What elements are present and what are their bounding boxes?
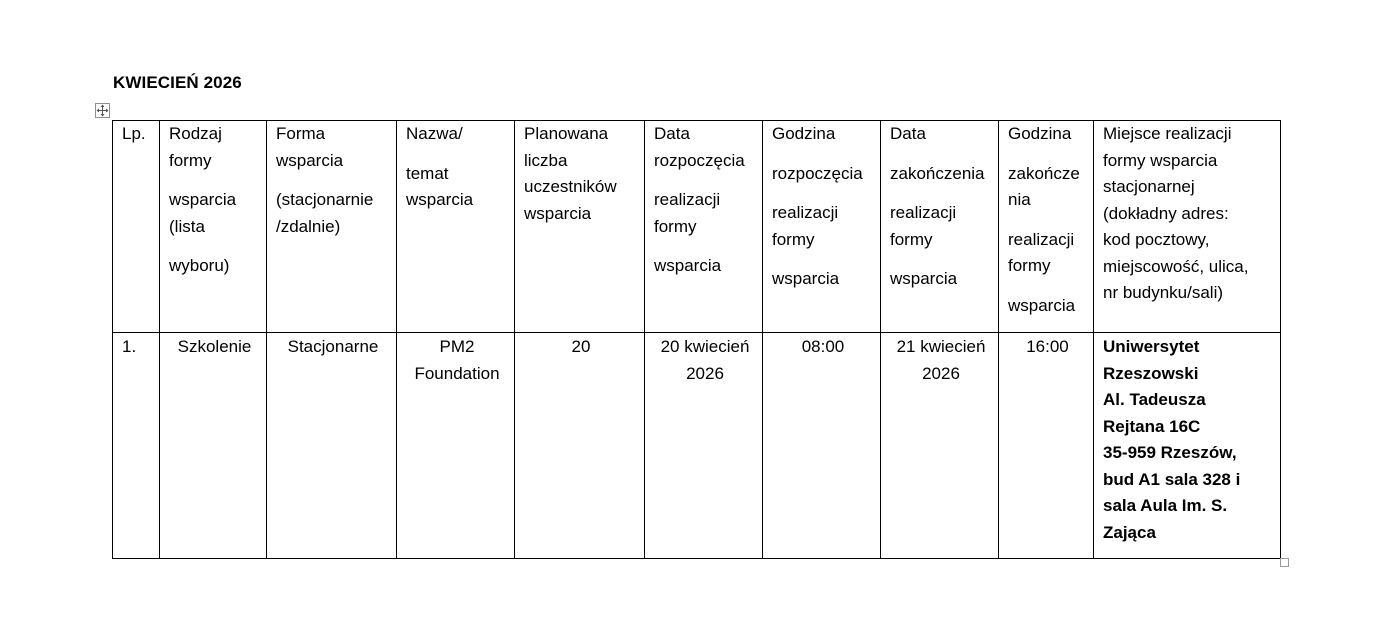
cell-godzina-end[interactable]	[999, 333, 1094, 559]
header-line: Nazwa/	[406, 124, 463, 143]
miejsce-line: Rejtana 16C	[1103, 416, 1201, 436]
header-cell-data-end[interactable]	[881, 121, 999, 333]
header-line: wsparcia	[772, 269, 840, 288]
header-cell-godzina-start[interactable]	[763, 121, 881, 333]
header-line: /zdalnie)	[276, 216, 341, 236]
header-line: realizacji	[772, 203, 839, 222]
header-cell-forma[interactable]	[267, 121, 397, 333]
cell-rodzaj[interactable]	[160, 333, 267, 559]
header-line: realizacji	[654, 190, 721, 209]
header-cell-liczba[interactable]	[515, 121, 645, 333]
header-line: Lp.	[122, 124, 146, 143]
header-line: zakończenia	[890, 163, 985, 183]
header-line: (dokładny adres:	[1103, 203, 1229, 223]
header-line: Miejsce realizacji	[1103, 124, 1232, 143]
cell-nazwa[interactable]	[397, 333, 515, 559]
miejsce-line: bud A1 sala 328 i	[1103, 469, 1241, 489]
liczba-value: 20	[571, 337, 591, 356]
cell-miejsce[interactable]	[1094, 333, 1281, 559]
paragraph-gap	[169, 174, 260, 187]
cell-godzina-start[interactable]	[763, 333, 881, 559]
data-end-line: 21 kwiecień	[896, 337, 986, 356]
header-line: nia	[1008, 190, 1031, 209]
paragraph-gap	[890, 253, 992, 266]
paragraph-gap	[654, 174, 756, 187]
header-line: wyboru)	[169, 256, 230, 275]
header-line: wsparcia	[276, 150, 344, 170]
header-cell-text	[397, 121, 514, 214]
header-line: zakończe	[1008, 163, 1080, 183]
header-line: nr budynku/sali)	[1103, 283, 1224, 302]
header-cell-text	[763, 121, 880, 293]
cell-forma[interactable]	[267, 333, 397, 559]
paragraph-gap	[890, 148, 992, 161]
header-line: realizacji	[890, 203, 957, 222]
header-cell-nazwa[interactable]	[397, 121, 515, 333]
header-line: (lista	[169, 216, 205, 236]
table-move-handle-icon[interactable]	[95, 103, 110, 118]
header-line: wsparcia	[406, 190, 474, 209]
header-cell-text	[160, 121, 266, 280]
cell-data-end[interactable]	[881, 333, 999, 559]
header-line: formy	[890, 229, 933, 249]
paragraph-gap	[654, 240, 756, 253]
godzina-end-value: 16:00	[1026, 337, 1069, 356]
header-cell-data-start[interactable]	[645, 121, 763, 333]
header-line: Godzina	[772, 124, 836, 143]
header-line: formy wsparcia	[1103, 150, 1218, 170]
paragraph-gap	[406, 148, 508, 161]
header-line: Data	[890, 124, 926, 143]
miejsce-line: Rzeszowski	[1103, 363, 1199, 383]
data-start-line: 2026	[686, 363, 724, 383]
paragraph-gap	[772, 253, 874, 266]
miejsce-line: Al. Tadeusza	[1103, 390, 1206, 409]
forma-value: Stacjonarne	[287, 337, 379, 356]
cell-liczba[interactable]	[515, 333, 645, 559]
header-line: Godzina	[1008, 124, 1072, 143]
document-heading: KWIECIEŃ 2026	[113, 73, 242, 92]
paragraph-gap	[1008, 214, 1087, 227]
paragraph-gap	[1008, 148, 1087, 161]
header-line: Planowana	[524, 124, 609, 143]
header-line: uczestników	[524, 177, 617, 196]
miejsce-line: sala Aula Im. S.	[1103, 496, 1228, 515]
header-line: wsparcia	[890, 269, 958, 288]
header-line: liczba	[524, 150, 568, 170]
schedule-table	[112, 120, 1281, 559]
nazwa-line: Foundation	[414, 363, 500, 383]
table-row	[113, 333, 1281, 559]
header-line: wsparcia	[654, 256, 722, 275]
header-cell-text	[645, 121, 762, 280]
header-line: realizacji	[1008, 229, 1075, 249]
header-cell-text	[1094, 121, 1280, 307]
header-line: wsparcia	[169, 190, 237, 209]
header-cell-text	[267, 121, 396, 240]
nazwa-line: PM2	[439, 337, 475, 356]
miejsce-line: Uniwersytet	[1103, 337, 1200, 356]
header-line: kod pocztowy,	[1103, 230, 1210, 249]
paragraph-gap	[169, 240, 260, 253]
cell-data-start[interactable]	[645, 333, 763, 559]
header-cell-lp[interactable]	[113, 121, 160, 333]
header-line: formy	[169, 150, 212, 170]
header-cell-godzina-end[interactable]	[999, 121, 1094, 333]
header-line: temat	[406, 163, 449, 183]
paragraph-gap	[1008, 280, 1087, 293]
miejsce-line: 35-959 Rzeszów,	[1103, 443, 1237, 462]
table-resize-handle-icon[interactable]	[1280, 558, 1289, 567]
header-line: rozpoczęcia	[772, 163, 863, 183]
header-line: stacjonarnej	[1103, 177, 1195, 196]
table-header-row	[113, 121, 1281, 333]
paragraph-gap	[890, 187, 992, 200]
header-line: (stacjonarnie	[276, 190, 374, 209]
header-line: Forma	[276, 124, 326, 143]
header-cell-text	[881, 121, 998, 293]
header-cell-text	[515, 121, 644, 227]
header-line: miejscowość, ulica,	[1103, 256, 1249, 276]
header-cell-miejsce[interactable]	[1094, 121, 1281, 333]
cell-lp[interactable]	[113, 333, 160, 559]
header-line: formy	[1008, 256, 1051, 275]
header-line: formy	[654, 216, 697, 236]
paragraph-gap	[772, 187, 874, 200]
data-start-line: 20 kwiecień	[660, 337, 750, 356]
header-line: Rodzaj	[169, 124, 222, 143]
data-end-line: 2026	[922, 363, 960, 383]
godzina-start-value: 08:00	[801, 337, 845, 356]
header-cell-rodzaj[interactable]	[160, 121, 267, 333]
header-line: wsparcia	[524, 203, 592, 223]
header-line: rozpoczęcia	[654, 150, 745, 170]
paragraph-gap	[772, 148, 874, 161]
miejsce-line: Zająca	[1103, 522, 1156, 542]
header-line: Data	[654, 124, 690, 143]
rodzaj-value: Szkolenie	[177, 337, 252, 356]
header-cell-text	[113, 121, 159, 148]
header-cell-text	[999, 121, 1093, 319]
lp-value: 1.	[122, 337, 137, 356]
paragraph-gap	[276, 174, 390, 187]
header-line: formy	[772, 229, 815, 249]
header-line: wsparcia	[1008, 295, 1076, 315]
